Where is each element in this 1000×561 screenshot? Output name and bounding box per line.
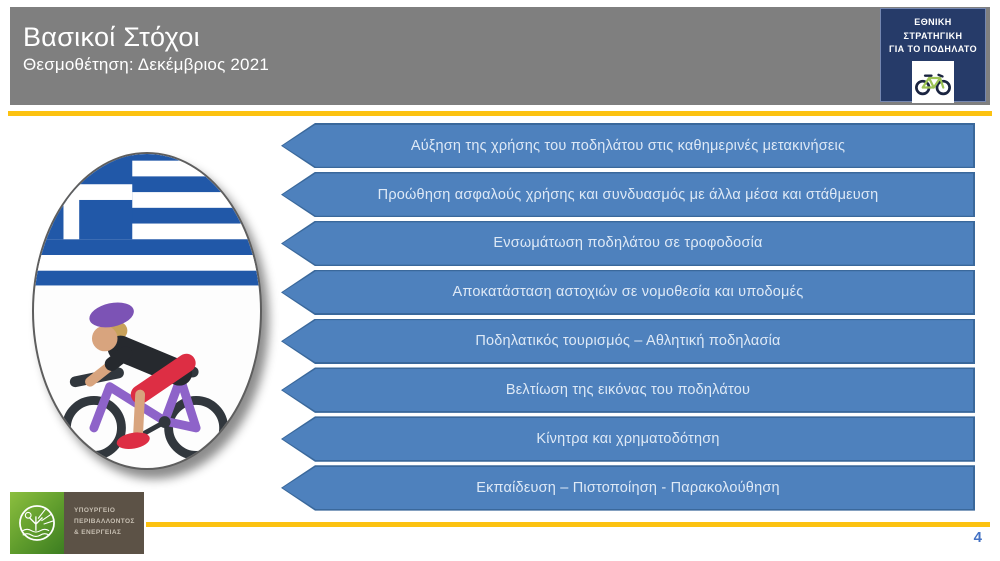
header-gold-rule (8, 111, 992, 116)
footer-gold-rule (146, 522, 990, 527)
ministry-logo-text (64, 492, 144, 554)
goal-banner (281, 319, 975, 364)
bicycle-icon-svg (914, 68, 952, 96)
environment-ministry-emblem-icon (10, 492, 64, 554)
page-number: 4 (973, 529, 982, 546)
goal-label: Αύξηση της χρήσης του ποδηλάτου στις καθημερινές μετακινήσεις (410, 137, 846, 154)
bicycle-icon (912, 61, 954, 103)
badge-line-3: ΓΙΑ ΤΟ ΠΟΔΗΛΑΤΟ (888, 44, 978, 54)
goal-label: Προώθηση ασφαλούς χρήσης και συνδυασμός με άλλα μέσα και στάθμευση (377, 186, 879, 203)
emblem-svg (15, 501, 59, 545)
goal-banner (281, 270, 975, 315)
ministry-line-2: ΠΕΡΙΒΑΛΛΟΝΤΟΣ (74, 518, 135, 526)
goal-banner (281, 465, 975, 510)
goal-label: Ενσωμάτωση ποδηλάτου σε τροφοδοσία (493, 235, 763, 252)
goal-banner (281, 367, 975, 412)
national-strategy-badge (880, 8, 986, 102)
greek-flag-icon (34, 154, 260, 285)
flag-cyclist-graphic (32, 152, 262, 470)
goal-label: Κίνητρα και χρηματοδότηση (536, 431, 720, 448)
goal-label: Αποκατάσταση αστοχιών σε νομοθεσία και υποδομές (452, 284, 804, 301)
goal-banner (281, 123, 975, 168)
cyclist-icon (66, 299, 223, 456)
badge-line-1: ΕΘΝΙΚΗ (914, 17, 952, 27)
goal-banner-list (281, 123, 975, 511)
goal-label: Εκπαίδευση – Πιστοποίηση - Παρακολούθηση (476, 479, 780, 496)
page-subtitle: Θεσμοθέτηση: Δεκέμβριος 2021 (23, 55, 270, 75)
goal-label: Ποδηλατικός τουρισμός – Αθλητική ποδηλασία (475, 333, 781, 350)
goal-banner (281, 221, 975, 266)
slide-header (10, 7, 990, 105)
goal-banner (281, 172, 975, 217)
goal-label: Βελτίωση της εικόνας του ποδηλάτου (505, 382, 751, 399)
ministry-line-1: ΥΠΟΥΡΓΕΙΟ (74, 507, 116, 514)
ministry-line-3: & ΕΝΕΡΓΕΙΑΣ (74, 529, 122, 537)
page-title: Βασικοί Στόχοι (23, 22, 200, 52)
goal-banner (281, 416, 975, 461)
badge-line-2: ΣΤΡΑΤΗΓΙΚΗ (903, 30, 963, 41)
flag-cyclist-svg (34, 154, 260, 468)
